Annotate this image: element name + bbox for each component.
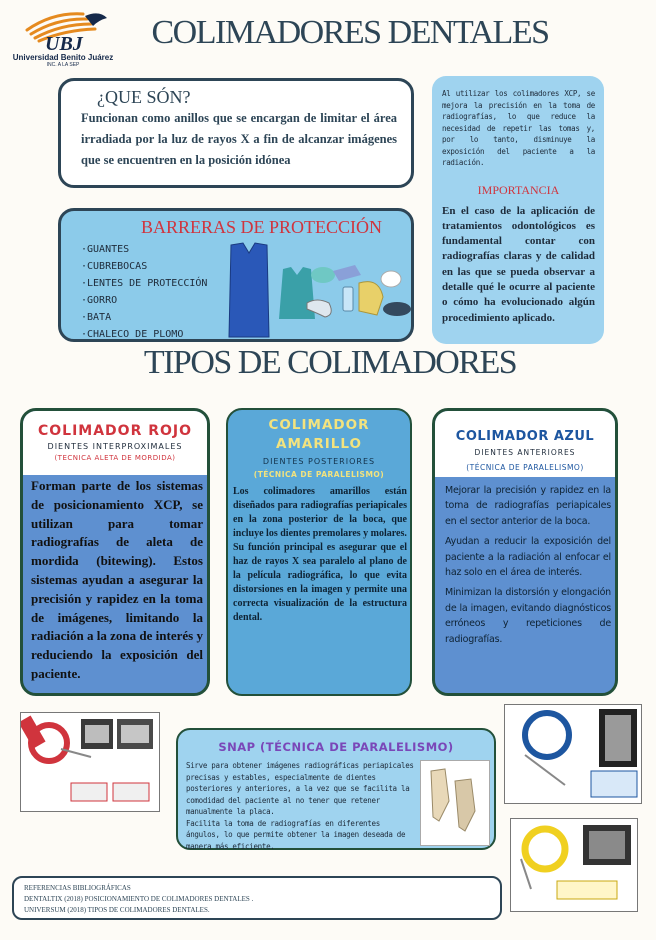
page-title: COLIMADORES DENTALES — [151, 14, 549, 51]
protection-gear-illustration — [225, 239, 415, 343]
card-subtitle: DIENTES POSTERIORES — [262, 457, 376, 466]
snap-photo — [420, 760, 490, 846]
gown-icon — [279, 267, 315, 319]
references-heading: REFERENCIAS BIBLIOGRÁFICAS — [24, 884, 131, 892]
blue-collimator-photo — [504, 704, 642, 804]
yellow-collimator-photo — [510, 818, 638, 912]
list-item: ·CUBREBOCAS — [81, 261, 148, 272]
snap-title: SNAP (TÉCNICA DE PARALELISMO) — [218, 740, 454, 754]
que-son-text: Funcionan como anillos que se encargan de limitar el área irradiada por la luz de rayos X a fin de alcanzar imágenes que se encuentren en la posición idónea — [81, 111, 397, 167]
importancia-text: En el caso de la aplicación de tratamientos odontológicos es fundamental contar con radiografías claras y de calidad en las que se pueda observar a detalle qué le ocurre al paciente o cómo ha evolucionado algún procedimiento aplicado. — [442, 204, 595, 324]
section-title: TIPOS DE COLIMADORES — [143, 344, 517, 381]
card-technique: (TÉCNICA DE PARALELISMO) — [253, 470, 385, 479]
university-sub: INC. A LA SEP — [46, 62, 80, 68]
list-item: ·BATA — [81, 312, 112, 323]
colimador-rojo-card — [20, 408, 210, 696]
card-header — [435, 411, 615, 477]
barreras-box — [58, 208, 414, 342]
university-logo — [4, 8, 122, 78]
face-shield-icon — [359, 282, 383, 315]
snap-holder-image — [421, 761, 487, 843]
card-text: Forman parte de los sistemas de posicionamiento XCP, se utilizan para tomar radiografías de aleta de mordida (bitewing). Estos sistemas ayudan a asegurar la precisión y rapidez en la toma de imágenes, limitando la radiación a la zona de interés y reduciendo la exposición del paciente. — [31, 478, 203, 681]
reference-item: DENTALTIX (2018) POSICIONAMIENTO DE COLIMADORES DENTALES . — [24, 895, 254, 903]
card-title: COLIMADOR AMARILLO — [268, 417, 370, 452]
que-son-box — [58, 78, 414, 188]
card-subtitle: DIENTES INTERPROXIMALES — [47, 442, 183, 451]
card-title: COLIMADOR AZUL — [455, 429, 595, 444]
card-technique: (TECNICA ALETA DE MORDIDA) — [54, 454, 176, 462]
barreras-heading: BARRERAS DE PROTECCIÓN — [141, 217, 383, 237]
mask-icon — [381, 271, 401, 287]
card-technique: (TÉCNICA DE PARALELISMO) — [466, 463, 584, 472]
reference-item: UNIVERSUM (2018) TIPOS DE COLIMADORES DENTALES. — [24, 906, 210, 914]
card-text: Mejorar la precisión y rapidez en la toma de radiografías periapicales en el sector anterior de la boca. Ayudan a reducir la exposición del paciente a la radiación al enfocar el haz solo en el área de interés. Minimizan la distorsión y elongación de la imagen, evitando diagnósticos erróneos y repeticiones de radiografías. — [445, 485, 611, 645]
snap-text: Sirve para obtener imágenes radiográficas periapicales precisas y estables, especialmente de dientes posteriores y anteriores, a la vez que se facilita la comodidad del paciente al no tener que retener manualmente la placa. Facilita la toma de radiografías en diferentes ángulos, lo que permite obtener la imagen deseada de manera más eficiente. — [186, 761, 414, 851]
gloves-icon — [333, 265, 361, 281]
snap-box — [176, 728, 496, 850]
logo-mark: UBJ — [45, 33, 83, 52]
colimador-amarillo-card — [226, 408, 412, 696]
que-son-heading: ¿QUE SÓN? — [97, 87, 191, 107]
shoe-covers-icon — [383, 302, 411, 316]
barreras-list — [81, 241, 207, 343]
card-subtitle: DIENTES ANTERIORES — [474, 448, 576, 457]
list-item: ·GORRO — [81, 295, 118, 306]
eagle-logo-icon — [13, 8, 113, 52]
list-item: ·LENTES DE PROTECCIÓN — [81, 278, 208, 289]
cap-icon — [311, 267, 335, 283]
university-name: Universidad Benito Juárez — [12, 53, 114, 62]
list-item: ·CHALECO DE PLOMO — [81, 329, 184, 340]
colimador-azul-card — [432, 408, 618, 696]
importancia-box — [432, 76, 604, 344]
blue-collimator-image — [505, 705, 641, 803]
lead-apron-icon — [229, 243, 269, 337]
red-collimator-photo — [20, 712, 160, 812]
red-collimator-image — [21, 713, 159, 811]
yellow-collimator-image — [511, 819, 637, 911]
card-header — [23, 411, 207, 475]
card-text: Los colimadores amarillos están diseñados para radiografías periapicales en la zona posterior de la boca, que incluye los dientes premolares y molares. Su función principal es asegurar que el haz de rayos X sea paralelo al plano de la película radiográfica, lo que evita distorsiones en la imagen y permite una correcta visualización de la estructura dental. — [233, 486, 407, 623]
spray-bottle-icon — [343, 287, 353, 311]
list-item: ·GUANTES — [81, 244, 130, 255]
references-box — [12, 876, 502, 920]
importancia-heading: IMPORTANCIA — [477, 182, 560, 197]
xcp-intro-text: Al utilizar los colimadores XCP, se mejora la precisión en la toma de radiografías, lo que reduce la necesidad de repetir las tomas y, por lo tanto, disminuye la exposición del paciente a la radiación. — [442, 89, 595, 167]
card-title: COLIMADOR ROJO — [37, 423, 193, 439]
